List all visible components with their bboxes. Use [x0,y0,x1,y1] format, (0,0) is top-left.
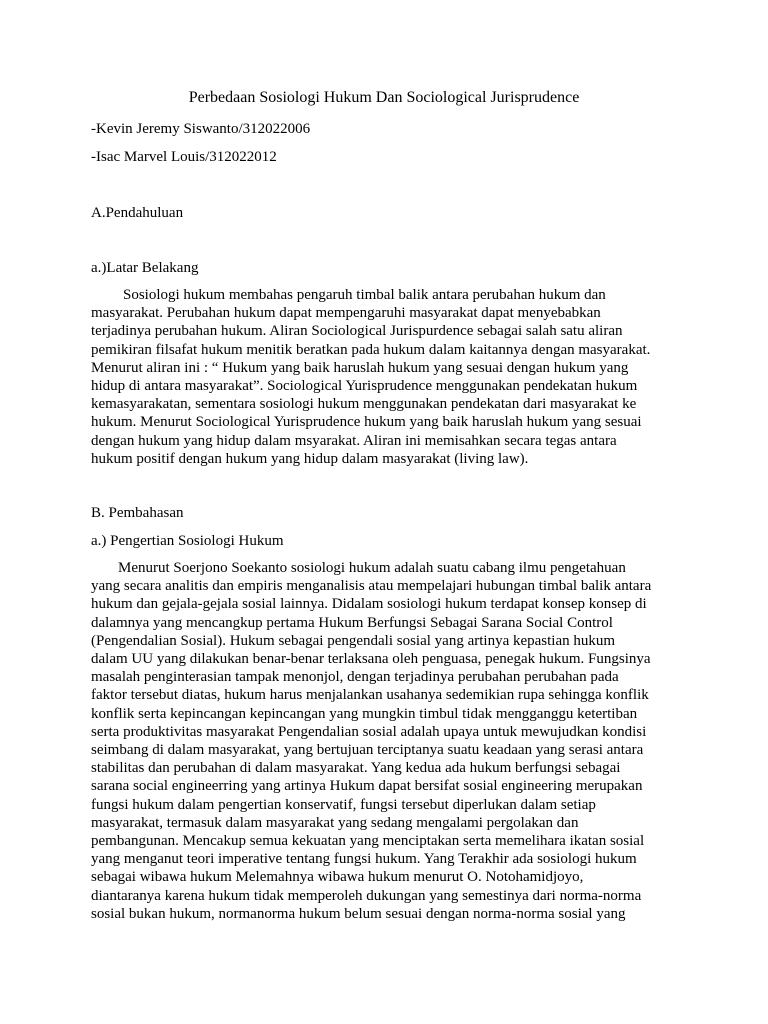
section-b-subheading: a.) Pengertian Sosiologi Hukum [91,533,284,549]
paragraph-line: terjadinya perubahan hukum. Aliran Sociological Jurispurdence sebagai salah satu aliran [91,323,623,340]
paragraph-line: hidup di antara masyarakat”. Sociological Yurisprudence menggunakan pendekatan hukum [91,378,638,395]
paragraph-line: seimbang di dalam masyarakat, yang bertujuan terciptanya suatu keadaan yang serasi antara [91,742,644,759]
section-a-paragraph [91,286,677,468]
paragraph-line: dalam UU yang dilakukan benar-benar terlaksana oleh penguasa, penegak hukum. Fungsinya [91,651,651,668]
document-title: Perbedaan Sosiologi Hukum Dan Sociological Jurisprudence [188,89,580,106]
paragraph-line: masyarakat. Perubahan hukum dapat mempengaruhi masyarakat dapat menyebabkan [91,305,601,322]
paragraph-line: dalamnya yang mencangkup pertama Hukum Berfungsi Sebagai Sarana Social Control [91,614,613,631]
paragraph-line: Menurut Soerjono Soekanto sosiologi hukum adalah suatu cabang ilmu pengetahuan [118,560,626,576]
paragraph-line: kemasyarakatan, sementara sosiologi hukum menggunakan pendekatan dari masyarakat ke [91,396,637,413]
section-a-heading: A.Pendahuluan [91,205,184,221]
paragraph-line: hukum. Menurut Sociological Yurisprudence hukum yang baik haruslah hukum yang sesuai [91,414,642,431]
section-b-paragraph [91,559,677,923]
paragraph-line: dengan hukum yang hidup dalam msyarakat. Aliran ini memisahkan secara tegas antara [91,432,617,449]
paragraph-line: Menurut aliran ini : “ Hukum yang baik haruslah hukum yang sesuai dengan hukum yang [91,359,629,376]
paragraph-line: sosial bukan hukum, normanorma hukum belum sesuai dengan norma-norma sosial yang [91,905,626,922]
paragraph-line: konflik serta kepincangan kepincangan yang mungkin timbul tidak mengganggu ketertiban [91,705,638,722]
paragraph-line: yang secara analitis dan empiris menganalisis atau mempelajari hubungan timbal balik antara [91,578,652,595]
paragraph-line: pemikiran filsafat hukum menitik beratkan pada hukum dalam kaitannya dengan masyarakat. [91,341,651,358]
paragraph-line: (Pengendalian Sosial). Hukum sebagai pengendali sosial yang artinya kepastian hukum [91,632,616,649]
paragraph-line: masyarakat, termasuk dalam masyarakat yang sedang mengalami pergolakan dan [91,814,579,831]
paragraph-line: serta produktivitas masyarakat Pengendalian sosial adalah upaya untuk mewujudkan kondisi [91,723,647,740]
author-line-2: -Isac Marvel Louis/312022012 [91,149,277,165]
paragraph-line: stabilitas dan perubahan di dalam masyarakat. Yang kedua ada hukum berfungsi sebagai [91,760,621,777]
paragraph-line: faktor tersebut diatas, hukum harus menjalankan usahanya sedemikian rupa sehingga konflik [91,687,649,704]
section-a-subheading: a.)Latar Belakang [91,260,199,276]
paragraph-line: sarana social engineerring yang artinya Hukum dapat bersifat sosial engineering merupakan [91,778,643,795]
author-line-1: -Kevin Jeremy Siswanto/312022006 [91,121,311,137]
paragraph-line: Sosiologi hukum membahas pengaruh timbal balik antara perubahan hukum dan [123,287,606,303]
paragraph-line: fungsi hukum dalam pengertian konservatif, fungsi tersebut diperlukan dalam setiap [91,796,596,813]
paragraph-line: hukum dan gejala-gejala sosial lainnya. Didalam sosiologi hukum terdapat konsep konsep di [91,596,647,613]
paragraph-line: pembangunan. Mencakup semua kekuatan yang menciptakan serta memelihara ikatan sosial [91,833,645,850]
paragraph-line: sebagai wibawa hukum Melemahnya wibawa hukum menurut O. Notohamidjoyo, [91,869,584,886]
paragraph-line: hukum positif dengan hukum yang hidup dalam masyarakat (living law). [91,450,529,467]
section-b-heading: B. Pembahasan [91,505,184,521]
paragraph-line: diantaranya karena hukum tidak memperoleh dukungan yang semestinya dari norma-norma [91,887,642,904]
paragraph-line: yang menganut teori imperative tentang fungsi hukum. Yang Terakhir ada sosiologi hukum [91,851,637,868]
paragraph-line: masalah penginterasian tampak menonjol, dengan terjadinya perubahan perubahan pada [91,669,619,686]
